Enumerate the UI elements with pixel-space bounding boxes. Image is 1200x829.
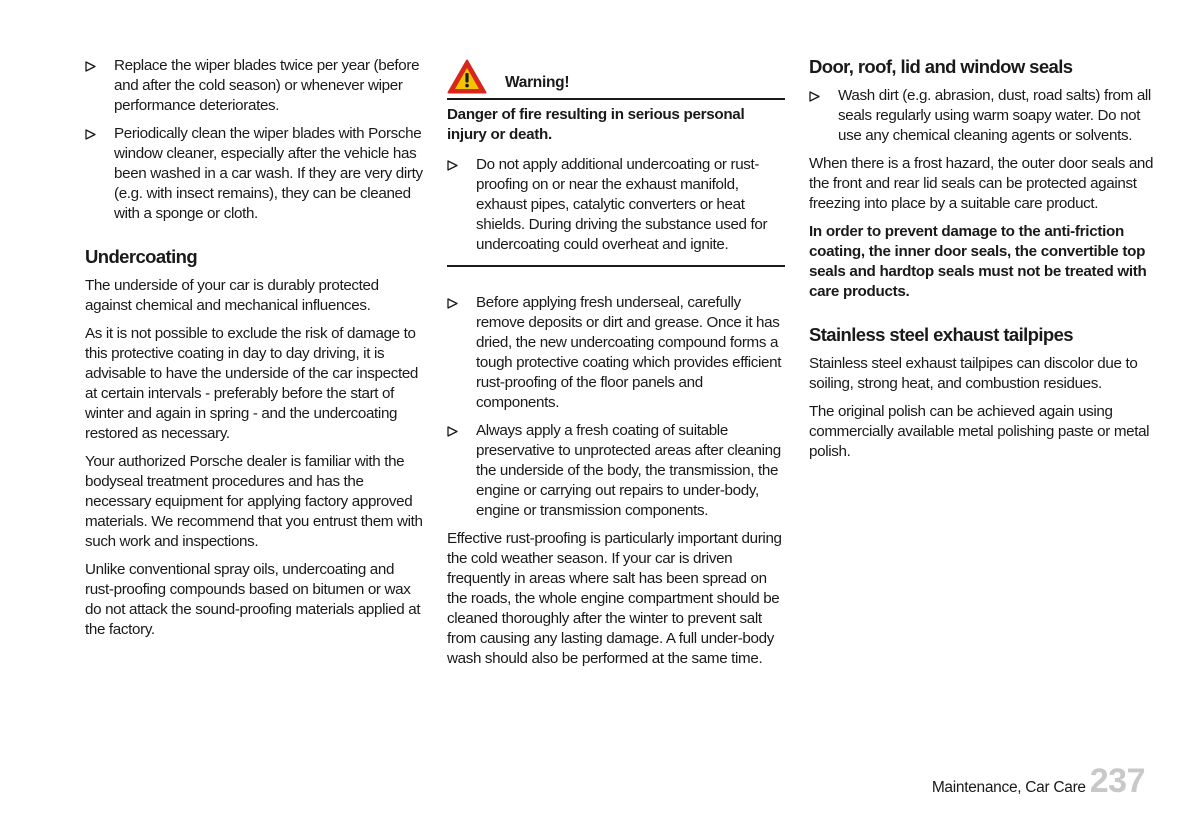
warning-triangle-icon	[447, 59, 487, 94]
bullet-triangle-icon	[447, 293, 476, 413]
column-left	[85, 56, 425, 648]
section-heading-seals: Door, roof, lid and window seals	[809, 56, 1073, 77]
warning-subtitle: Danger of fire resulting in serious personal injury or death.	[447, 106, 745, 143]
list-item	[447, 155, 785, 255]
bullet-triangle-icon	[85, 124, 114, 224]
list-item-text: Always apply a fresh coating of suitable preservative to unprotected areas after cleaning the underside of the body, the transmission, the engine or carrying out repairs to under-body, engine or transmission components.	[476, 422, 781, 519]
section-heading-exhaust: Stainless steel exhaust tailpipes	[809, 324, 1073, 345]
list-item	[85, 124, 425, 224]
column-right	[809, 56, 1154, 470]
warning-title: Warning!	[505, 74, 570, 91]
page-number: 237	[1089, 762, 1145, 800]
list-item-text: Wash dirt (e.g. abrasion, dust, road salts) from all seals regularly using warm soapy water. Do not use any chemical cleaning agents or solvents.	[838, 87, 1151, 144]
column-middle	[447, 56, 785, 677]
warning-box	[447, 56, 785, 267]
warning-header	[447, 56, 785, 100]
bold-notice: In order to prevent damage to the anti-friction coating, the inner door seals, the convertible top seals and hardtop seals must not be treated with care products.	[809, 223, 1147, 300]
paragraph: Stainless steel exhaust tailpipes can discolor due to soiling, strong heat, and combustion residues.	[809, 355, 1138, 392]
bullet-triangle-icon	[809, 86, 838, 146]
list-item	[809, 86, 1154, 146]
paragraph: Effective rust-proofing is particularly important during the cold weather season. If your car is driven frequently in areas where salt has been spread on the roads, the whole engine compartment should be cleaned thoroughly after the winter to prevent salt from causing any lasting damage. A full under-body wash should also be performed at the same time.	[447, 530, 782, 667]
footer-section-label: Maintenance, Car Care	[931, 779, 1086, 796]
list-item-text: Before applying fresh underseal, carefully remove deposits or dirt and grease. Once it has dried, the new undercoating compound forms a tough protective coating which provides efficient rust-proofing of the floor panels and components.	[476, 294, 782, 411]
list-item	[447, 293, 785, 413]
warning-divider	[447, 265, 785, 267]
paragraph: The underside of your car is durably protected against chemical and mechanical influences.	[85, 277, 379, 314]
list-item	[85, 56, 425, 116]
list-item-text: Replace the wiper blades twice per year (before and after the cold season) or whenever wiper performance deteriorates.	[114, 57, 420, 114]
page-footer	[932, 762, 1145, 801]
paragraph: As it is not possible to exclude the risk of damage to this protective coating in day to day driving, it is advisable to have the underside of the car inspected at certain intervals - preferably before the start of winter and again in spring - and the undercoating restored as necessary.	[85, 325, 419, 442]
list-item-text: Periodically clean the wiper blades with Porsche window cleaner, especially after the vehicle has been washed in a car wash. If they are very dirty (e.g. with insect remains), they can be cleaned with a sponge or cloth.	[114, 125, 423, 222]
bullet-triangle-icon	[447, 155, 476, 255]
paragraph: Unlike conventional spray oils, undercoating and rust-proofing compounds based on bitumen or wax do not attack the sound-proofing materials applied at the factory.	[85, 561, 421, 638]
bullet-triangle-icon	[85, 56, 114, 116]
paragraph: The original polish can be achieved again using commercially available metal polishing paste or metal polish.	[809, 403, 1150, 460]
paragraph: Your authorized Porsche dealer is familiar with the bodyseal treatment procedures and has the necessary equipment for applying factory approved materials. We recommend that you entrust them with such work and inspections.	[85, 453, 423, 550]
paragraph: When there is a frost hazard, the outer door seals and the front and rear lid seals can be protected against freezing into place by a suitable care product.	[809, 155, 1154, 212]
list-item-text: Do not apply additional undercoating or rust-proofing on or near the exhaust manifold, exhaust pipes, catalytic converters or heat shields. During driving the substance used for undercoating could overheat and ignite.	[476, 156, 768, 253]
bullet-triangle-icon	[447, 421, 476, 521]
section-heading-undercoating: Undercoating	[85, 246, 198, 267]
list-item	[447, 421, 785, 521]
